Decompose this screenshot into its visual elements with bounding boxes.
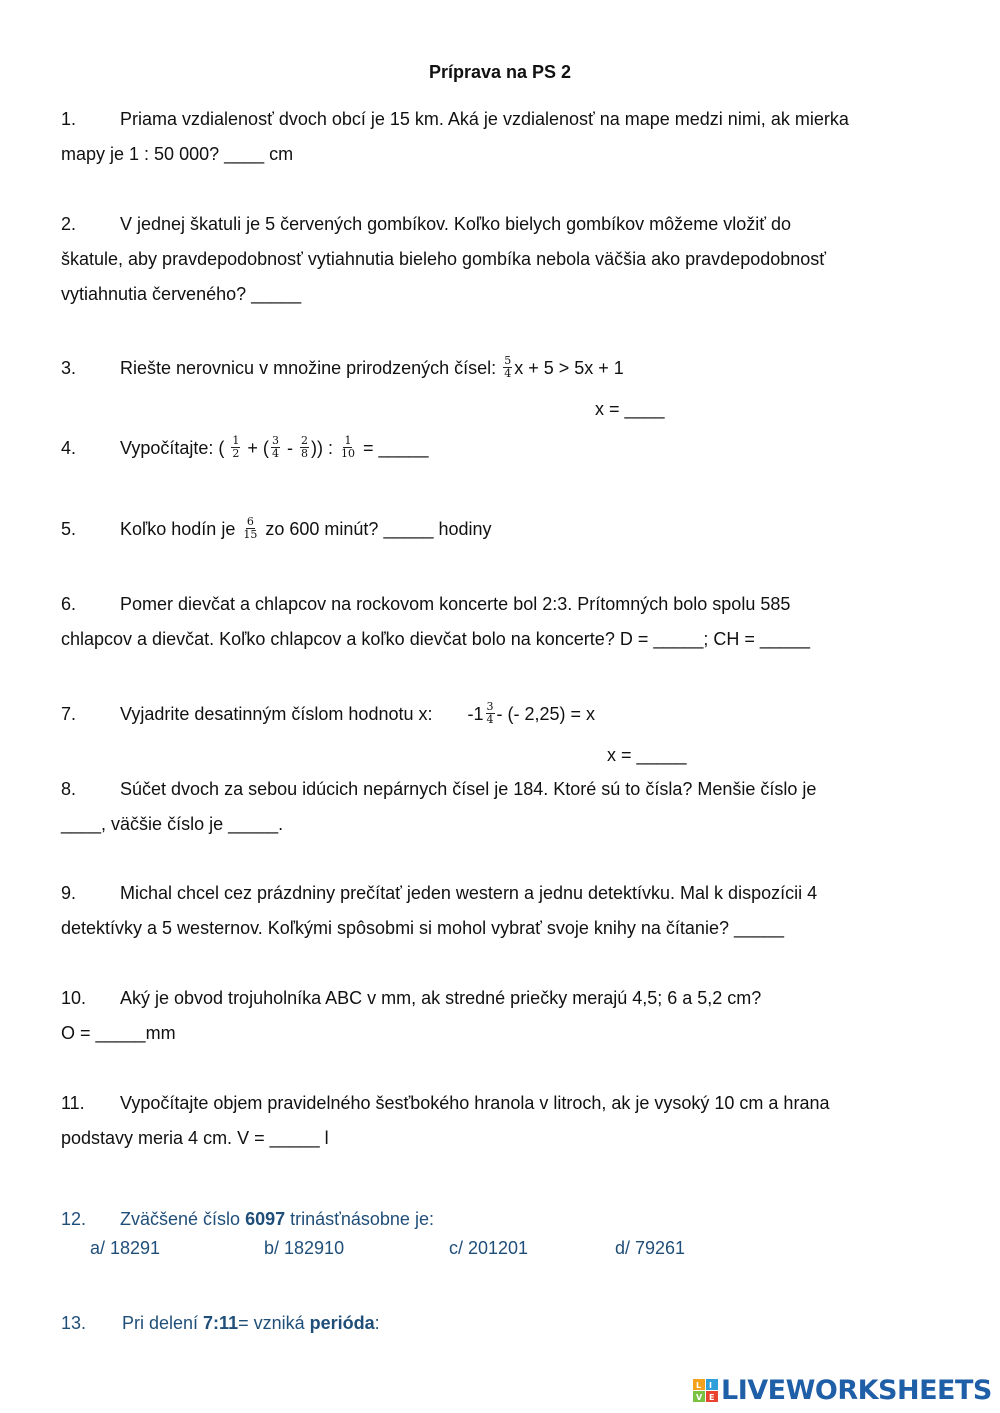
question-text: V jednej škatuli je 5 červených gombíkov. Koľko bielych gombíkov môžeme vložiť do	[120, 214, 791, 234]
question-text-cont: podstavy meria 4 cm. V = _____ l	[61, 1128, 329, 1148]
question-number: 8.	[61, 779, 77, 799]
fraction: $\frac{2}{8}$	[300, 433, 308, 460]
svg-text:E: E	[709, 1392, 715, 1402]
fraction: $\frac{6}{15}$	[243, 514, 258, 541]
question-number: 4.	[61, 438, 77, 458]
fraction: $\frac{3}{4}$	[271, 433, 279, 460]
question-11	[61, 1086, 938, 1156]
question-number: 1.	[61, 109, 77, 129]
question-number: 7.	[61, 704, 77, 724]
question-4	[61, 431, 938, 466]
question-number: 3.	[61, 358, 77, 378]
question-number: 12.	[61, 1209, 87, 1229]
page-title: Príprava na PS 2	[428, 62, 572, 82]
option-a[interactable]: a/ 18291	[90, 1238, 161, 1258]
question-text: Michal chcel cez prázdniny prečítať jeden western a jednu detektívku. Mal k dispozícii 4	[120, 883, 818, 903]
expression-rest: - (- 2,25) = x	[496, 704, 596, 724]
option-d[interactable]: d/ 79261	[615, 1238, 686, 1258]
highlighted-division: 7:11	[203, 1313, 239, 1333]
question-1	[61, 102, 938, 172]
liveworksheets-badge-icon	[693, 1379, 719, 1403]
question-text-cont: ____, väčšie číslo je _____.	[61, 814, 284, 834]
question-text-cont: vytiahnutia červeného? _____	[61, 284, 302, 304]
question-8	[61, 772, 938, 842]
question-text: Priama vzdialenosť dvoch obcí je 15 km. Aká je vzdialenosť na mape medzi nimi, ak mierka	[120, 109, 849, 129]
question-number: 5.	[61, 519, 77, 539]
question-text: Pri delení	[122, 1313, 204, 1333]
fraction: $\frac{1}{2}$	[232, 433, 240, 460]
question-text-cont: detektívky a 5 westernov. Koľkými spôsobmi si mohol vybrať svoje knihy na čítanie? _____	[61, 918, 785, 938]
fraction: $\frac{5}{4}$	[504, 353, 512, 380]
question-6	[61, 587, 938, 657]
question-text: Koľko hodín je	[120, 519, 236, 539]
question-13	[61, 1306, 938, 1341]
answer-line: = _____	[363, 438, 429, 458]
question-number: 10.	[61, 988, 87, 1008]
question-text-cont: trinásťnásobne je:	[285, 1209, 434, 1229]
mixed-number-whole: -1	[467, 704, 484, 724]
fraction: $\frac{1}{10}$	[340, 433, 355, 460]
question-text-cont: škatule, aby pravdepodobnosť vytiahnutia bieleho gombíka nebola väčšia ako pravdepodobnosť	[61, 249, 827, 269]
answer-line: x = _____	[607, 745, 687, 765]
inequality-rest: x + 5 > 5x + 1	[514, 358, 624, 378]
question-text: Riešte nerovnicu v množine prirodzených čísel:	[120, 358, 497, 378]
question-text-cont: chlapcov a dievčat. Koľko chlapcov a koľko dievčat bolo na koncerte? D = _____; CH = _____	[61, 629, 810, 649]
highlighted-word: perióda	[309, 1313, 375, 1333]
highlighted-number: 6097	[245, 1209, 286, 1229]
question-text: Vypočítajte: (	[120, 438, 225, 458]
question-text: Pomer dievčat a chlapcov na rockovom koncerte bol 2:3. Prítomných bolo spolu 585	[120, 594, 791, 614]
question-number: 9.	[61, 883, 77, 903]
question-7	[61, 697, 938, 732]
option-c[interactable]: c/ 201201	[449, 1238, 529, 1258]
question-12	[61, 1202, 938, 1237]
option-b[interactable]: b/ 182910	[264, 1238, 345, 1258]
fraction: $\frac{3}{4}$	[486, 699, 494, 726]
question-number: 6.	[61, 594, 77, 614]
question-text: Vypočítajte objem pravidelného šesťbokého hranola v litroch, ak je vysoký 10 cm a hrana	[120, 1093, 830, 1113]
question-10	[61, 981, 938, 1051]
operator: + (	[247, 438, 269, 458]
question-text-cont: = vzniká	[238, 1313, 310, 1333]
question-text-cont: zo 600 minút? _____ hodiny	[265, 519, 492, 539]
question-text: Vyjadrite desatinným číslom hodnotu x:	[120, 704, 433, 724]
operator: -	[286, 438, 293, 458]
svg-text:L: L	[696, 1380, 702, 1390]
question-text: Súčet dvoch za sebou idúcich nepárnych čísel je 184. Ktoré sú to čísla? Menšie číslo je	[120, 779, 817, 799]
question-2	[61, 207, 938, 312]
question-text-cont: O = _____mm	[61, 1023, 176, 1043]
logo-text: LIVEWORKSHEETS	[721, 1375, 992, 1406]
liveworksheets-logo	[693, 1375, 992, 1406]
question-number: 13.	[61, 1313, 87, 1333]
question-text-end: :	[374, 1313, 380, 1333]
question-5	[61, 512, 938, 547]
question-text-cont: mapy je 1 : 50 000? ____ cm	[61, 144, 294, 164]
question-number: 11.	[61, 1093, 85, 1113]
question-9	[61, 876, 938, 946]
question-number: 2.	[61, 214, 77, 234]
svg-text:I: I	[709, 1380, 712, 1390]
answer-line: x = ____	[595, 399, 665, 419]
operator: )) :	[310, 438, 333, 458]
question-text: Zväčšené číslo	[120, 1209, 246, 1229]
svg-text:V: V	[696, 1392, 703, 1402]
question-text: Aký je obvod trojuholníka ABC v mm, ak stredné priečky merajú 4,5; 6 a 5,2 cm?	[120, 988, 762, 1008]
question-3	[61, 351, 938, 386]
